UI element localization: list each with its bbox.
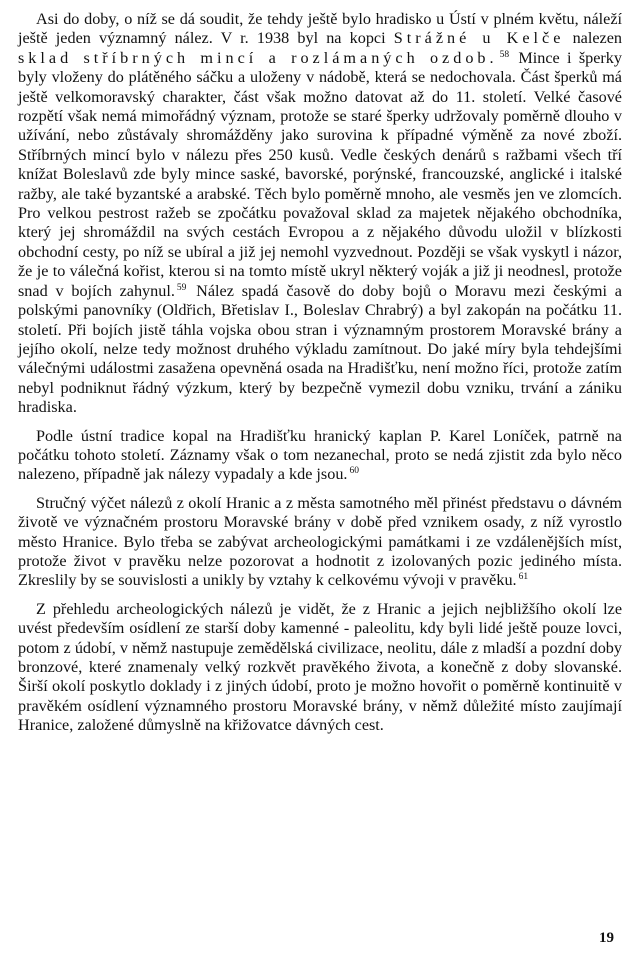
paragraph-text: Stručný výčet nálezů z okolí Hranic a z města samotného měl přinést představu o dávném životě ve význačném prostoru Moravské brány v době před vznikem osady, z níž vyrostlo město Hranice. Bylo třeba se zabývat archeologickými památkami i ze vzdálenějších míst, protože život v pravěku nelze pozorovat a hodnotit z izolovaných pozic jediného místa. Zkreslily by se souvislosti a unikly by vztahy k celkovému vývoji v pravěku. (18, 493, 622, 590)
page-number: 19 (599, 930, 614, 946)
paragraph (18, 494, 622, 591)
paragraph-text: Podle ústní tradice kopal na Hradišťku hranický kaplan P. Karel Loníček, patrně na počátku tohoto století. Záznamy však o tom nezanechal, proto se nedá zjistit zda bylo něco nalezeno, případně jak nálezy vypadaly a kde jsou. (18, 426, 622, 484)
paragraph (18, 600, 622, 736)
body-text (18, 10, 622, 745)
paragraph-text: nalezen (564, 29, 622, 48)
paragraph-text: Nález spadá časově do doby bojů o Moravu mezi českými a polskými panovníky (Oldřich, Břetislav I., Boleslav Chrabrý) a byl zakopán na počátku 11. století. Při bojích jistě táhla vojska obou stran i významným prostorem Moravské brány a jejího okolí, nelze tedy možnost druhého výkladu zamítnout. Do jaké míry byla tehdejšími válečnými událostmi zasažena opevněná osada na Hradišťku, není možno říci, protože zatím nebyl podniknut řádný výzkum, který by bezpečně vymezil dobu vzniku, trvání a zániku hradiska. (18, 281, 622, 417)
paragraph-text: Z přehledu archeologických nálezů je vidět, že z Hranic a jejich nejbližšího okolí lze uvést především osídlení ze starší doby kamenné - paleolitu, kdy byli lidé ještě pouze lovci, potom z údobí, v němž nastupuje zemědělská civilizace, neolitu, dále z mladší a pozdní doby bronzové, které znamenaly velký rozkvět pravěkého života, a konečně z doby slovanské. Širší okolí poskytlo doklady i z jiných údobí, proto je možno hovořit o poměrně kontinuitě v pravěkém osídlení významného prostoru Moravské brány, v němž důležité místo zaujímají Hranice, založené důmyslně na křižovatce dávných cest. (18, 599, 622, 735)
footnote-ref: 61 (518, 572, 529, 583)
footnote-ref: 58 (499, 49, 510, 60)
paragraph-text: Asi do doby, o níž se dá soudit, že tehdy ještě bylo hradisko u Ústí v plném květu, náleží ještě jeden významný nález. V r. 1938 byl na kopci (18, 10, 622, 48)
footnote-ref: 59 (176, 282, 187, 293)
paragraph (18, 10, 622, 418)
spaced-emphasis-text: sklad stříbrných mincí a rozlámaných ozdob. (18, 48, 498, 67)
spaced-emphasis-text: Strážné u Kelče (393, 29, 565, 48)
paragraph (18, 427, 622, 485)
paragraph-text: Mince i šperky byly vloženy do plátěného sáčku a uloženy v nádobě, která se nedochovala. Část šperků má ještě velkomoravský charakter, část však možno datovat až do 11. století. Velké časové rozpětí však nemá mimořádný význam, protože se staré šperky udržovaly poměrně dlouho v užívání, nebo zůstávaly shromážděny jako surovina k případné výměně za nové zboží. Stříbrných mincí bylo v nálezu přes 250 kusů. Vedle českých denárů s ražbami všech tří knížat Boleslavů zde byly mince saské, bavorské, porýnské, francouzské, anglické i italské ražby, ale také byzantské a arabské. Těch bylo poměrně mnoho, ale vesměs jen ve zlomcích. Pro velkou pestrost ražeb se zpočátku považoval sklad za majetek nějakého obchodníka, který jej shromáždil na svých cestách Evropou a z nějakého důvodu uložil v blízkosti obchodní cesty, po níž se ubíral a již jej nemohl vyzvednout. Později se však vyskytl i názor, že je to válečná kořist, kterou si na tomto místě ukryl některý voják a již ji neodnesl, protože snad v bojích zahynul. (18, 48, 622, 300)
footnote-ref: 60 (349, 466, 359, 477)
